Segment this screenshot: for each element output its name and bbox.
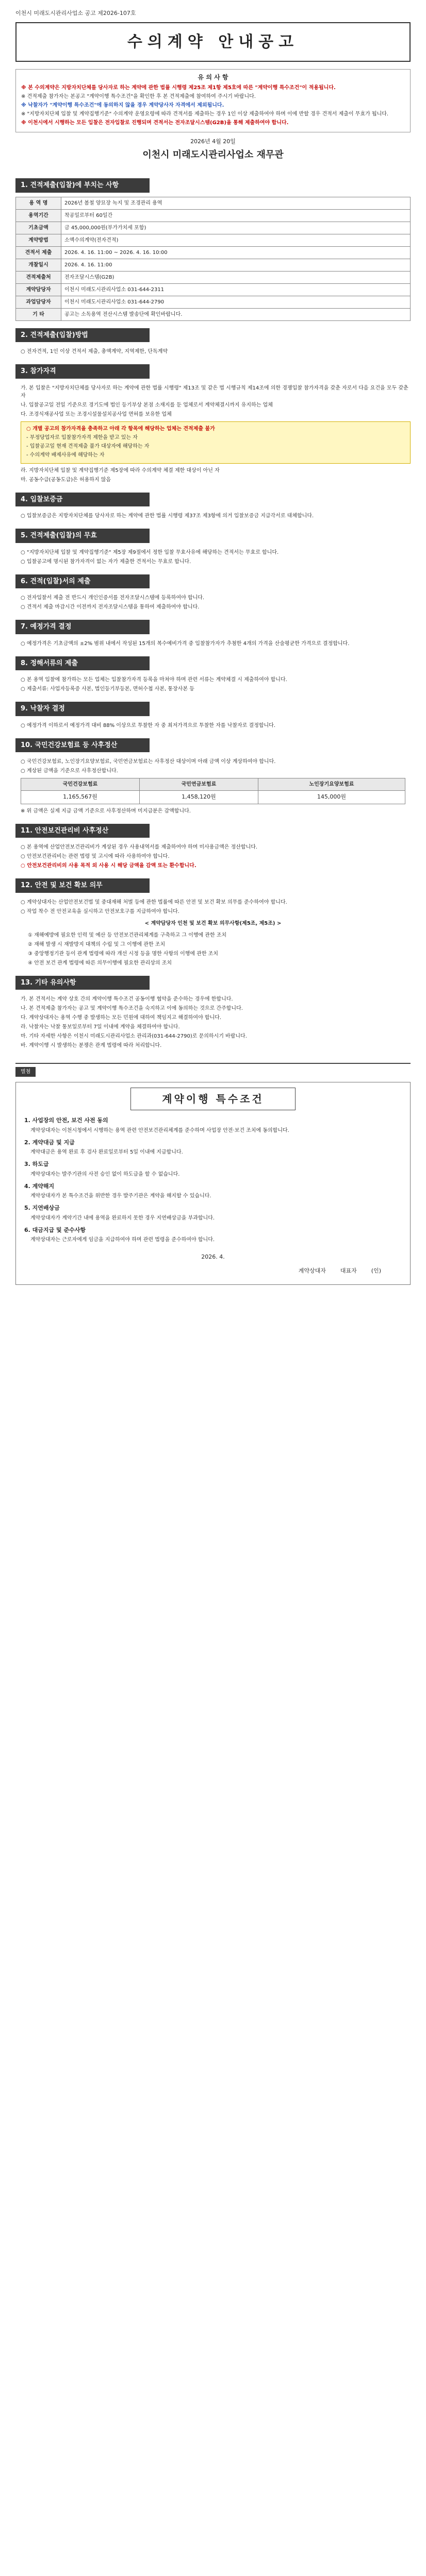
table-value: 2026년 봄철 양묘장 녹지 및 조경관리 용역 (61, 197, 411, 209)
notice-line: ※ "지방자치단체 입찰 및 계약집행기준" 수의계약 운영요령에 따라 견적서를 제출하는 경우 1인 이상 제출하여야 하며 이에 반할 경우 견적서 제출이 무효가 됩니다. (21, 111, 389, 117)
table-key: 과업담당자 (16, 296, 61, 308)
notice-line: ※ 견적제출 참가자는 본공고 "계약이행 특수조건"을 확인한 후 본 견적제출에 참여하여 주시기 바랍니다. (21, 93, 256, 99)
section-heading-11: 11. 안전보건관리비 사후정산 (15, 824, 150, 838)
contract-item-heading: 6. 대금지급 및 준수사항 (24, 1226, 86, 1233)
table-header-row (21, 778, 405, 791)
body-text: ③ 중앙행정기관 등이 관계 법령에 따라 개선 시정 등을 명한 사항의 이행에 관한 조치 (28, 951, 219, 957)
divider (15, 1063, 411, 1064)
body-text: ④ 안전 보건 관계 법령에 따른 의무이행에 필요한 관리상의 조치 (28, 960, 172, 966)
highlight-box (21, 421, 411, 464)
table-row (16, 197, 411, 209)
table-row (16, 222, 411, 234)
contract-item-heading: 1. 사업장의 안전, 보건 사전 동의 (24, 1117, 108, 1124)
section-heading-12: 12. 안전 및 보건 확보 의무 (15, 878, 150, 893)
table-row (16, 209, 411, 222)
table-key: 기초금액 (16, 222, 61, 234)
info-table (15, 197, 411, 321)
table-key: 기 타 (16, 308, 61, 320)
body-text: ○ 예정가격 이하로서 예정가격 대비 88% 이상으로 투찰한 자 중 최저가격으로 투찰한 자를 낙찰자로 결정합니다. (21, 722, 276, 728)
body-text: 마. 기타 자세한 사항은 이천시 미래도시관리사업소 관리과(031-644-2790)로 문의하시기 바랍니다. (21, 1033, 247, 1039)
table-value: 착공일로부터 60일간 (61, 209, 411, 222)
section-heading-6: 6. 견적(입찰)서의 제출 (15, 574, 150, 589)
signature-label: 계약상대자 (298, 1267, 326, 1274)
body-text: ○ 계상된 금액을 기준으로 사후정산합니다. (21, 768, 118, 774)
center-note: < 계약담당자 인천 및 보건 확보 의무사항(제5조, 제5조) > (144, 920, 282, 926)
table-key: 용역기간 (16, 209, 61, 222)
body-text: ○ 본 용역 입찰에 참가하는 모든 업체는 입찰참가자격 등록을 마쳐야 하며 관련 서류는 계약체결 시 제출하여야 합니다. (21, 677, 287, 683)
contract-item-text: 계약상대자는 이천시청에서 시행하는 용역 관련 안전보건관리체계를 준수하며 사업장 안전·보건 조치에 동의합니다. (30, 1127, 289, 1133)
body-text: 라. 지방자치단체 입찰 및 계약집행기준 제5장에 따라 수의계약 체결 제한 대상이 아닌 자 (21, 467, 220, 473)
notice-box (15, 69, 411, 132)
body-text: 다. 조경식재공사업 또는 조경시설물설치공사업 면허를 보유한 업체 (21, 411, 172, 417)
section-heading-3: 3. 참가자격 (15, 364, 150, 379)
table-value: 금 45,000,000원(부가가치세 포함) (61, 222, 411, 234)
body-text: 다. 계약상대자는 용역 수행 중 발생하는 모든 민원에 대하여 책임지고 해결하여야 합니다. (21, 1015, 222, 1021)
contract-item-heading: 3. 하도급 (24, 1161, 49, 1167)
contract-date: 2026. 4. (201, 1253, 225, 1260)
contract-item-heading: 5. 지연배상금 (24, 1205, 60, 1211)
section-heading-13: 13. 기타 유의사항 (15, 976, 150, 990)
table-key: 계약방법 (16, 234, 61, 246)
section-heading-10: 10. 국민건강보험료 등 사후정산 (15, 738, 150, 753)
section-heading-8: 8. 정해서류의 제출 (15, 656, 150, 671)
contract-item-text: 계약대금은 용역 완료 후 검사 완료일로부터 5일 이내에 지급합니다. (30, 1149, 183, 1155)
representative-label: 대표자 (340, 1267, 357, 1274)
body-text: ○ 전자견적, 1인 이상 견적서 제출, 총액계약, 지역제한, 단독계약 (21, 349, 168, 354)
table-value: 이천시 미래도시관리사업소 031-644-2311 (61, 283, 411, 296)
table-key: 용 역 명 (16, 197, 61, 209)
body-note: ※ 위 금액은 실제 지급 금액 기준으로 사후정산하며 미지급분은 감액합니다. (21, 808, 191, 814)
highlight-line: ○ 개별 공고의 참가자격을 충족하고 아래 각 항목에 해당하는 업체는 견적제출 불가 (26, 426, 215, 432)
table-value: 소액수의계약(전자견적) (61, 234, 411, 246)
table-cell: 1,165,567원 (21, 791, 140, 804)
body-text: ○ "지방자치단체 입찰 및 계약집행기준" 제5장 제9절에서 정한 입찰 무효사유에 해당하는 견적서는 무효로 합니다. (21, 549, 279, 555)
issuer: 이천시 미래도시관리사업소 재무관 (142, 149, 284, 160)
table-row (16, 234, 411, 246)
section-heading-5: 5. 견적제출(입찰)의 무효 (15, 529, 150, 543)
notice-line: ※ 이천시에서 시행하는 모든 입찰은 전자입찰로 진행되며 견적서는 전자조달시스템(G2B)을 통해 제출하여야 합니다. (21, 120, 289, 126)
body-text: ○ 예정가격은 기초금액의 ±2% 범위 내에서 작성된 15개의 복수예비가격 중 입찰참가자가 추첨한 4개의 가격을 산술평균한 가격으로 결정합니다. (21, 640, 350, 647)
body-text: ○ 입찰공고에 명시된 참가자격이 없는 자가 제출한 견적서는 무효로 합니다. (21, 558, 191, 565)
table-key: 개찰일시 (16, 259, 61, 271)
body-text: ② 재해 발생 시 재발방지 대책의 수립 및 그 이행에 관한 조치 (28, 941, 166, 947)
section-heading-1: 1. 견적제출(입찰)에 부치는 사항 (15, 178, 150, 193)
table-value: 공고는 소독용역 전산시스템 발송단에 확인바랍니다. (61, 308, 411, 320)
contract-item-heading: 4. 계약해지 (24, 1182, 55, 1190)
table-value: 2026. 4. 16. 11:00 ~ 2026. 4. 16. 10:00 (61, 246, 411, 259)
document-number: 이천시 미래도시관리사업소 공고 제2026-107호 (15, 10, 136, 16)
body-text: ○ 안전보건관리비의 사용 목적 외 사용 시 해당 금액을 감액 또는 환수합니다. (21, 863, 196, 869)
notice-line: ※ 낙찰자가 "계약이행 특수조건"에 동의하지 않을 경우 계약당사자 자격에서 제외됩니다. (21, 102, 224, 108)
special-conditions (15, 1082, 411, 1285)
table-key: 견적서 제출 (16, 246, 61, 259)
body-text: ○ 계약상대자는 산업안전보건법 및 중대재해 처벌 등에 관한 법률에 따른 안전 및 보건 확보 의무를 준수하여야 합니다. (21, 899, 287, 905)
table-key: 계약담당자 (16, 283, 61, 296)
table-row (21, 791, 405, 804)
body-text: ○ 견적서 제출 마감시간 이전까지 전자조달시스템을 통하여 제출하여야 합니다. (21, 604, 200, 610)
body-text: ① 재해예방에 필요한 인력 및 예산 등 안전보건관리체계를 구축하고 그 이행에 관한 조치 (28, 932, 227, 938)
contract-item-heading: 2. 계약대금 및 지급 (24, 1139, 75, 1146)
table-key: 견적제출처 (16, 271, 61, 283)
highlight-line: - 입찰공고일 현재 견적제출 불가 대상자에 해당하는 자 (26, 443, 150, 449)
insurance-table (21, 778, 405, 804)
table-header: 노인장기요양보험료 (258, 778, 405, 791)
table-cell: 1,458,120원 (139, 791, 258, 804)
highlight-line: - 부정당업자로 입찰참가자격 제한을 받고 있는 자 (26, 434, 138, 440)
table-row (16, 296, 411, 308)
table-row (16, 259, 411, 271)
section-heading-2: 2. 견적제출(입찰)방법 (15, 328, 150, 343)
section-heading-9: 9. 낙찰자 결정 (15, 702, 150, 716)
body-text: ○ 본 용역에 산업안전보건관리비가 계상된 경우 사용내역서를 제출하여야 하며 미사용금액은 정산합니다. (21, 844, 258, 850)
notice-date: 2026년 4월 20일 (190, 138, 236, 145)
body-text: 나. 본 견적제출 참가자는 공고 및 계약이행 특수조건을 숙지하고 이에 동의하는 것으로 간주합니다. (21, 1006, 243, 1011)
table-value: 이천시 미래도시관리사업소 031-644-2790 (61, 296, 411, 308)
signature-line (24, 1267, 402, 1276)
body-text: 바. 계약이행 시 발생하는 분쟁은 관계 법령에 따라 처리합니다. (21, 1043, 162, 1048)
section-heading-4: 4. 입찰보증금 (15, 493, 150, 507)
body-text: 나. 입찰공고일 전일 기준으로 경기도에 법인 등기부상 본점 소재지를 둔 업체로서 계약체결시까지 유지하는 업체 (21, 402, 273, 408)
table-row (16, 308, 411, 320)
notice-line: ※ 본 수의계약은 지방자치단체를 당사자로 하는 계약에 관한 법률 시행령 제25조 제1항 제5호에 따른 "계약이행 특수조건"이 적용됩니다. (21, 84, 336, 91)
body-text: ○ 전자입찰서 제출 전 반드시 개인인증서를 전자조달시스템에 등록하여야 합니다. (21, 595, 205, 601)
body-text: 가. 본 입찰은 "지방자치단체를 당사자로 하는 계약에 관한 법률 시행령" 제13조 및 같은 법 시행규칙 제14조에 의한 경쟁입찰 참가자격을 갖춘 자로서 다음 요건을 모두 갖춘 자 (21, 385, 408, 399)
attachment-label: 별첨 (15, 1067, 36, 1077)
table-row (16, 246, 411, 259)
page-title: 수의계약 안내공고 (127, 32, 299, 51)
contract-item-text: 계약상대자가 본 특수조건을 위반한 경우 발주기관은 계약을 해지할 수 있습니다. (30, 1193, 211, 1199)
contract-item-text: 계약상대자는 발주기관의 사전 승인 없이 하도급을 할 수 없습니다. (30, 1171, 180, 1177)
table-header: 국민연금보험료 (139, 778, 258, 791)
contract-item-text: 계약상대자가 계약기간 내에 용역을 완료하지 못한 경우 지연배상금을 부과합니다. (30, 1215, 215, 1221)
body-text: ○ 국민건강보험료, 노인장기요양보험료, 국민연금보험료는 사후정산 대상이며 아래 금액 이상 계상하여야 합니다. (21, 759, 276, 765)
table-row (16, 271, 411, 283)
notice-heading: 유 의 사 항 (198, 73, 228, 81)
contract-title: 계약이행 특수조건 (130, 1088, 296, 1110)
body-text: 가. 본 견적서는 계약 상호 간의 계약이행 특수조건 공동이행 협약을 준수하는 경우에 한합니다. (21, 996, 233, 1002)
body-text: 마. 공동수급(공동도급)은 허용하지 않음 (21, 477, 111, 483)
title-box (15, 22, 411, 62)
seal-label: (인) (371, 1267, 381, 1274)
section-heading-7: 7. 예정가격 결정 (15, 620, 150, 634)
highlight-line: - 수의계약 배제사유에 해당하는 자 (26, 452, 105, 458)
body-text: ○ 안전보건관리비는 관련 법령 및 고시에 따라 사용하여야 합니다. (21, 854, 170, 859)
body-text: ○ 제출서류: 사업자등록증 사본, 법인등기부등본, 면허수첩 사본, 통장사본 등 (21, 686, 194, 692)
table-row (16, 283, 411, 296)
body-text: ○ 작업 착수 전 안전교육을 실시하고 안전보호구를 지급하여야 합니다. (21, 908, 179, 914)
body-text: ○ 입찰보증금은 지방자치단체를 당사자로 하는 계약에 관한 법률 시행령 제37조 제3항에 의거 입찰보증금 지급각서로 대체합니다. (21, 513, 314, 519)
table-header: 국민건강보험료 (21, 778, 140, 791)
contract-item-text: 계약상대자는 근로자에게 임금을 지급하여야 하며 관련 법령을 준수하여야 합니다. (30, 1237, 215, 1243)
table-value: 전자조달시스템(G2B) (61, 271, 411, 283)
table-value: 2026. 4. 16. 11:00 (61, 259, 411, 271)
body-text: 라. 낙찰자는 낙찰 통보일로부터 7일 이내에 계약을 체결하여야 합니다. (21, 1024, 180, 1030)
table-cell: 145,000원 (258, 791, 405, 804)
